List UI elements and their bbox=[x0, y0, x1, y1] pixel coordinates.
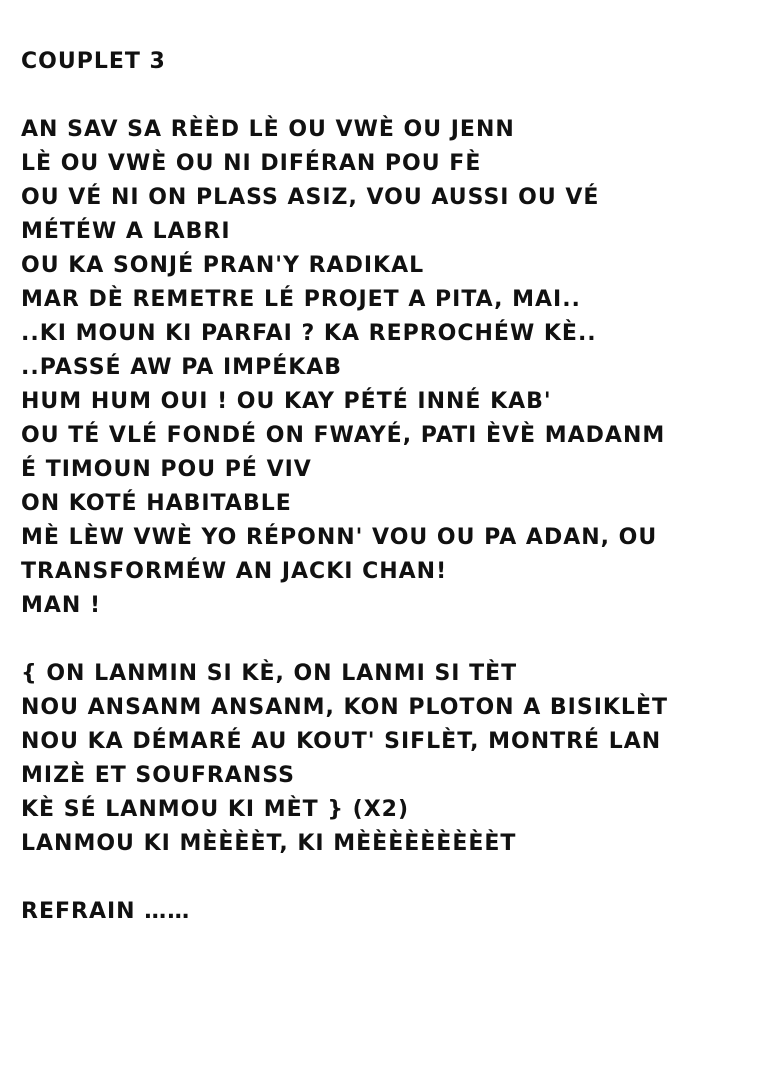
verse-line: ON KOTÉ HABITABLE bbox=[21, 491, 292, 516]
verse-line: MAN ! bbox=[21, 593, 102, 618]
verse-line: TRANSFORMÉW AN JACKI CHAN! bbox=[21, 559, 448, 584]
verse-line: OU KA SONJÉ PRAN'Y RADIKAL bbox=[21, 253, 425, 278]
verse-line: LÈ OU VWÈ OU NI DIFÉRAN POU FÈ bbox=[21, 151, 482, 176]
verse-line: MÈ LÈW VWÈ YO RÉPONN' VOU OU PA ADAN, OU bbox=[21, 525, 658, 550]
refrain-marker: REFRAIN …… bbox=[21, 899, 191, 924]
verse-line: É TIMOUN POU PÉ VIV bbox=[21, 457, 312, 482]
verse-line: AN SAV SA RÈÈD LÈ OU VWÈ OU JENN bbox=[21, 117, 515, 142]
spacer bbox=[21, 623, 751, 657]
verse-line: HUM HUM OUI ! OU KAY PÉTÉ INNÉ KAB' bbox=[21, 389, 552, 414]
verse-line: OU VÉ NI ON PLASS ASIZ, VOU AUSSI OU VÉ bbox=[21, 185, 600, 210]
lyrics-page bbox=[21, 45, 751, 929]
verse-line: OU TÉ VLÉ FONDÉ ON FWAYÉ, PATI ÈVÈ MADANM bbox=[21, 423, 666, 448]
couplet-title: COUPLET 3 bbox=[21, 49, 166, 74]
verse-line: MÉTÉW A LABRI bbox=[21, 219, 231, 244]
chorus-block bbox=[21, 657, 751, 861]
verse-line: MAR DÈ REMETRE LÉ PROJET A PITA, MAI.. bbox=[21, 287, 581, 312]
chorus-line: NOU KA DÉMARÉ AU KOUT' SIFLÈT, MONTRÉ LAN bbox=[21, 729, 662, 754]
chorus-line: LANMOU KI MÈÈÈÈT, KI MÈÈÈÈÈÈÈÈÈT bbox=[21, 831, 517, 856]
chorus-line: { ON LANMIN SI KÈ, ON LANMI SI TÈT bbox=[21, 661, 518, 686]
chorus-line: KÈ SÉ LANMOU KI MÈT } (X2) bbox=[21, 797, 410, 822]
spacer bbox=[21, 79, 751, 113]
spacer bbox=[21, 861, 751, 895]
chorus-line: NOU ANSANM ANSANM, KON PLOTON A BISIKLÈT bbox=[21, 695, 668, 720]
verse-block bbox=[21, 113, 751, 623]
verse-line: ..KI MOUN KI PARFAI ? KA REPROCHÉW KÈ.. bbox=[21, 321, 597, 346]
chorus-line: MIZÈ ET SOUFRANSS bbox=[21, 763, 295, 788]
verse-line: ..PASSÉ AW PA IMPÉKAB bbox=[21, 355, 343, 380]
